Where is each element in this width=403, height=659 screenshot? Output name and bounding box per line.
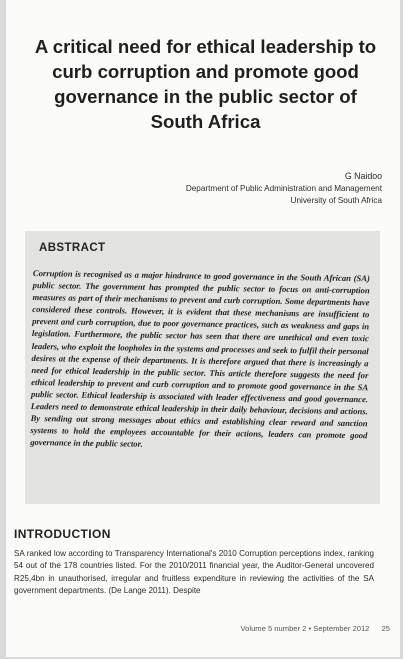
- abstract-text: Corruption is recognised as a major hindrance to good governance in the South African (SA) public sector. The government has prompted the public sector to focus on anti-corruption measures as part of their mechanisms to prevent and curb corruption. Some departments have considered these controls. However, it is evident that these mechanisms are insufficient to prevent and curb corruption, due to poor governance practices, such as weakness and gaps in legislation. Furthermore, the public sector has seen that there are unethical and even toxic leaders, who exploit the loopholes in the systems and processes and seek to fulfil their personal desires at the expense of their departments. It is therefore argued that there is increasingly a need for ethical leadership in the public sector. This article therefore suggests the need for ethical leadership to prevent and curb corruption and to promote good governance in the SA public sector. Ethical leadership is associated with leader effectiveness and good governance. Leaders need to demonstrate ethical leadership in their daily behaviour, decisions and actions. By sending out strong messages about ethics and establishing clear reward and sanction systems to hold the employees accountable for their actions, leaders can promote good governance in the public sector.: [30, 267, 370, 450]
- article-title: A critical need for ethical leadership to curb corruption and promote good governance in the public sector of South Africa: [34, 36, 377, 132]
- page-number: 25: [381, 624, 390, 633]
- introduction-heading: INTRODUCTION: [14, 527, 111, 541]
- journal-info: Volume 5 number 2 • September 2012: [240, 624, 370, 633]
- author-block: [186, 170, 382, 208]
- author-department: Department of Public Administration and Management: [185, 183, 382, 193]
- introduction-text: SA ranked low according to Transparency International's 2010 Corruption perceptions index, ranking 54 out of the 178 countries listed. For the 2010/2011 financial year, the Auditor-General uncovered R25,4bn in unauthorised, irregular and fruitless expenditure in reviewing the activities of the SA government departments. (De Lange 2011). Despite: [14, 549, 374, 596]
- abstract-box: [25, 231, 380, 504]
- author-name: G Naidoo: [344, 171, 382, 181]
- abstract-heading: ABSTRACT: [39, 242, 106, 254]
- journal-page: [6, 0, 400, 657]
- page-footer: [241, 624, 390, 633]
- author-university: University of South Africa: [290, 196, 382, 205]
